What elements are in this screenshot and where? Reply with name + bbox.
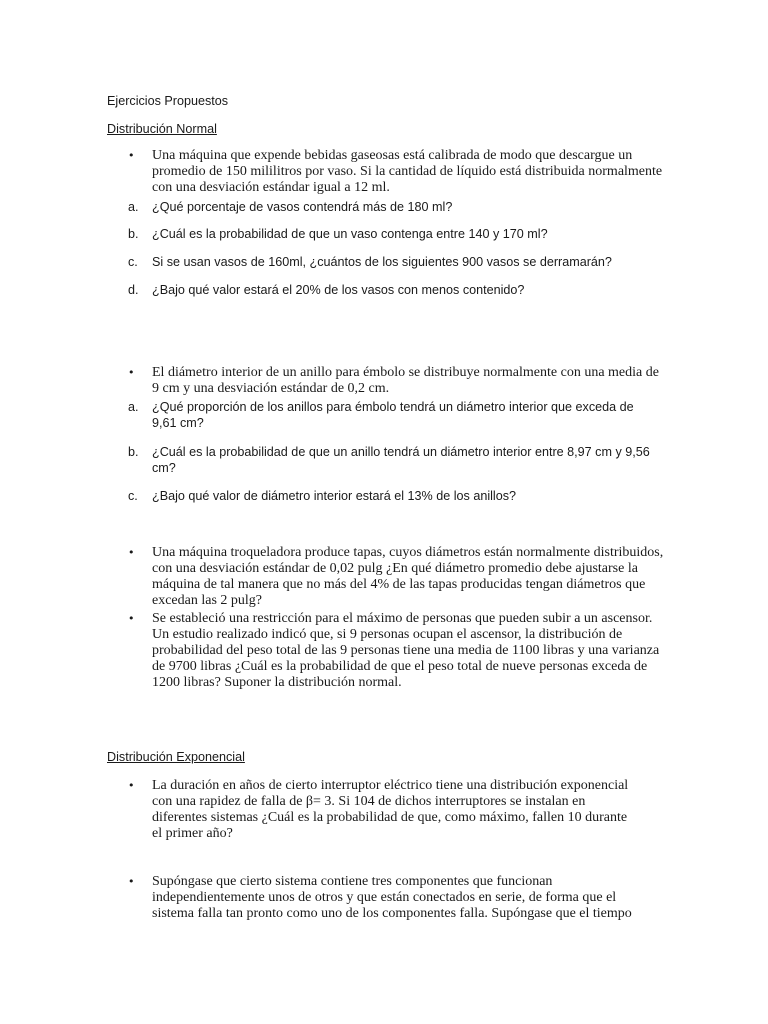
problem-text-line: excedan las 2 pulg? (152, 593, 263, 608)
item-text-line: cm? (152, 461, 176, 475)
problem-text-line: Una máquina que expende bebidas gaseosas está calibrada de modo que descargue un (152, 148, 633, 163)
problem-text-line: el primer año? (152, 826, 233, 841)
item-text-line: 9,61 cm? (152, 416, 204, 430)
problem-text-line: 9 cm y una desviación estándar de 0,2 cm. (152, 381, 390, 396)
bullet-marker: • (128, 149, 135, 162)
section-heading-exponential: Distribución Exponencial (107, 750, 245, 764)
section-heading-normal: Distribución Normal (107, 122, 217, 136)
problem-text-line: probabilidad del peso total de las 9 personas tiene una media de 1100 libras y una varianza (152, 643, 660, 658)
item-text: ¿Bajo qué valor de diámetro interior estará el 13% de los anillos? (152, 489, 517, 503)
problem-3-statement (152, 545, 664, 609)
bullet-marker: • (128, 612, 135, 625)
item-label: a. (128, 200, 139, 214)
problem-text-line: 1200 libras? Suponer la distribución normal. (152, 675, 402, 690)
item-text: ¿Qué porcentaje de vasos contendrá más de 180 ml? (152, 200, 453, 214)
item-text (152, 399, 664, 431)
problem-text-line: con una desviación estándar de 0,02 pulg ¿En qué diámetro promedio debe ajustarse la (152, 561, 638, 576)
problem-text-line: Una máquina troqueladora produce tapas, cuyos diámetros están normalmente distribuidos, (152, 545, 664, 560)
problem-text-line: Un estudio realizado indicó que, si 9 personas ocupan el ascensor, la distribución de (152, 627, 623, 642)
item-label: d. (128, 283, 139, 297)
item-label: b. (128, 445, 139, 459)
problem-text-line: Supóngase que cierto sistema contiene tres componentes que funcionan (152, 874, 553, 889)
bullet-marker: • (128, 779, 135, 792)
problem-text-line: de 9700 libras ¿Cuál es la probabilidad de que el peso total de nueve personas exceda de (152, 659, 648, 674)
problem-1-statement (152, 148, 664, 196)
problem-text-line: sistema falla tan pronto como uno de los componentes falla. Supóngase que el tiempo (152, 906, 632, 921)
problem-text-line: diferentes sistemas ¿Cuál es la probabilidad de que, como máximo, fallen 10 durante (152, 810, 628, 825)
problem-text-line: con una rapidez de falla de β= 3. Si 104 de dichos interruptores se instalan en (152, 794, 586, 809)
item-text-line: ¿Qué proporción de los anillos para émbolo tendrá un diámetro interior que exceda de (152, 400, 634, 414)
item-text: ¿Bajo qué valor estará el 20% de los vasos con menos contenido? (152, 283, 525, 297)
item-label: b. (128, 227, 139, 241)
item-label: c. (128, 255, 138, 269)
exp-problem-1-statement (152, 778, 664, 842)
page-title: Ejercicios Propuestos (107, 94, 229, 108)
exp-problem-2-statement (152, 874, 664, 922)
item-label: c. (128, 489, 138, 503)
problem-text-line: El diámetro interior de un anillo para émbolo se distribuye normalmente con una media de (152, 365, 659, 380)
problem-2-statement (152, 365, 664, 397)
item-text (152, 444, 664, 476)
item-text-line: ¿Cuál es la probabilidad de que un anillo tendrá un diámetro interior entre 8,97 cm y 9,56 (152, 445, 650, 459)
item-label: a. (128, 400, 139, 414)
item-text: ¿Cuál es la probabilidad de que un vaso contenga entre 140 y 170 ml? (152, 227, 548, 241)
problem-text-line: La duración en años de cierto interruptor eléctrico tiene una distribución exponencial (152, 778, 629, 793)
problem-text-line: Se estableció una restricción para el máximo de personas que pueden subir a un ascensor. (152, 611, 653, 626)
problem-text-line: máquina de tal manera que no más del 4% de las tapas producidas tengan diámetros que (152, 577, 646, 592)
bullet-marker: • (128, 875, 135, 888)
item-text: Si se usan vasos de 160ml, ¿cuántos de los siguientes 900 vasos se derramarán? (152, 255, 612, 269)
problem-4-statement (152, 611, 664, 691)
problem-text-line: promedio de 150 mililitros por vaso. Si la cantidad de líquido está distribuida normalmente (152, 164, 663, 179)
problem-text-line: independientemente unos de otros y que están conectados en serie, de forma que el (152, 890, 617, 905)
bullet-marker: • (128, 546, 135, 559)
problem-text-line: con una desviación estándar igual a 12 ml. (152, 180, 390, 195)
bullet-marker: • (128, 366, 135, 379)
